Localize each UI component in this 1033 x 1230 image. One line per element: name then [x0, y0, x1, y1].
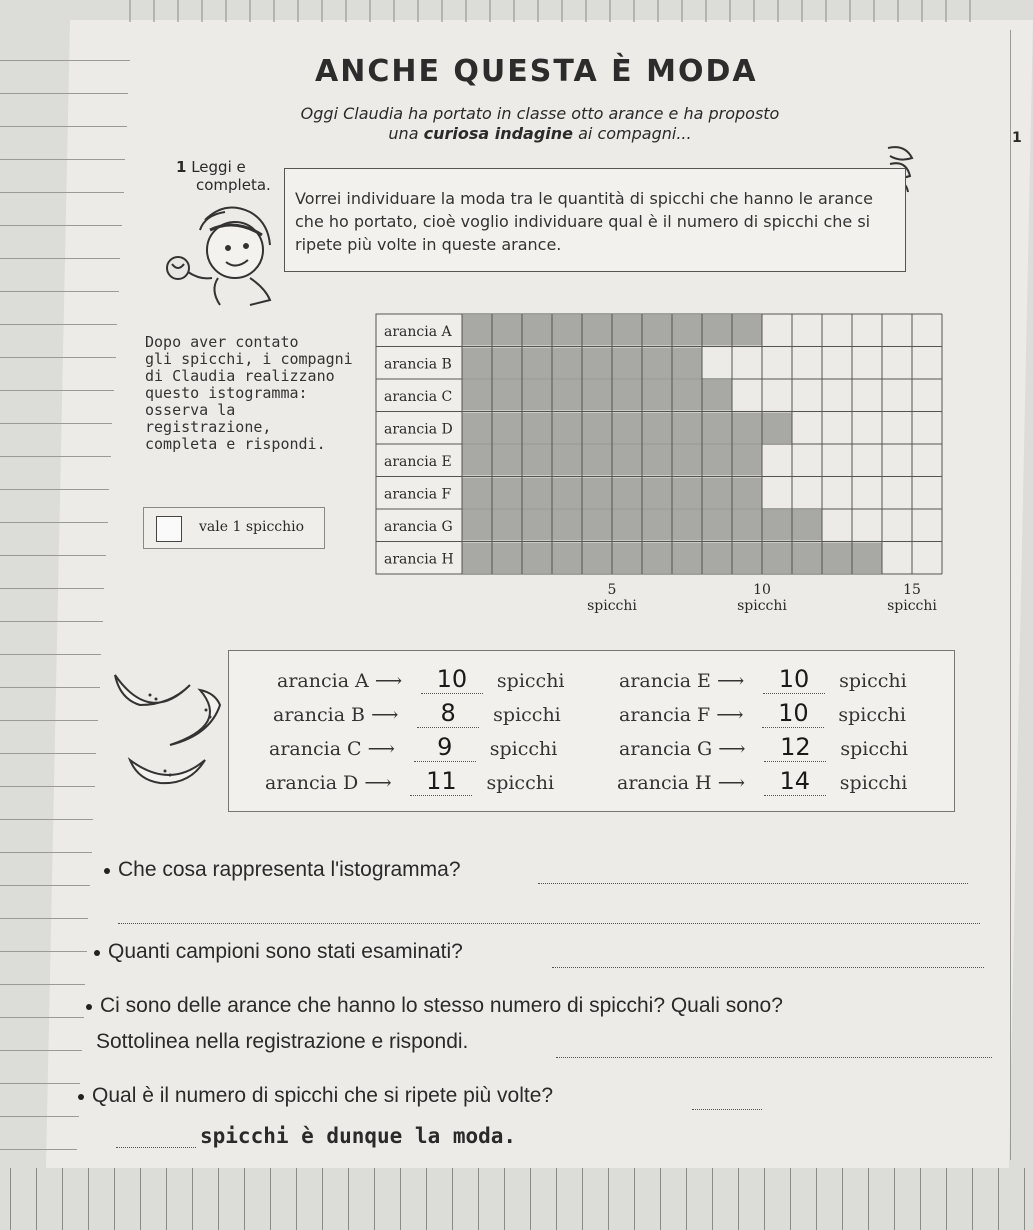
edge-tick — [894, 1168, 895, 1230]
page-title: ANCHE QUESTA È MODA — [315, 54, 758, 89]
edge-tick — [816, 1168, 817, 1230]
side-line: di Claudia realizzano — [145, 367, 335, 385]
edge-tick — [608, 1168, 609, 1230]
category-label: arancia F — [384, 486, 452, 503]
answer-unit: spicchi — [496, 670, 565, 692]
edge-tick — [634, 1168, 635, 1230]
histogram-bar — [462, 413, 792, 444]
margin-line — [0, 786, 95, 787]
edge-tick — [764, 1168, 765, 1230]
answer-row-d — [265, 767, 554, 796]
answer-value[interactable]: 11 — [410, 767, 472, 796]
margin-line — [0, 1083, 80, 1084]
bullet-icon — [78, 1094, 84, 1100]
edge-tick — [556, 1168, 557, 1230]
answer-value[interactable]: 10 — [762, 699, 824, 728]
speech-text: Vorrei individuare la moda tra le quantità di spicchi che hanno le arance che ho portato, cioè voglio individuare qual è il numero di spicchi che si ripete più volte in queste arance. — [295, 189, 873, 254]
answer-value[interactable]: 10 — [763, 665, 825, 694]
edge-tick — [88, 1168, 89, 1230]
margin-line — [0, 687, 100, 688]
margin-line — [0, 1149, 77, 1150]
intro-line-1: Oggi Claudia ha portato in classe otto arance e ha proposto — [300, 104, 780, 123]
edge-tick — [322, 1168, 323, 1230]
margin-line — [0, 720, 98, 721]
edge-tick — [582, 1168, 583, 1230]
edge-tick — [166, 1168, 167, 1230]
edge-tick — [270, 1168, 271, 1230]
category-label: arancia C — [384, 389, 453, 405]
edge-tick — [400, 1168, 401, 1230]
answer-label: arancia B — [273, 704, 366, 726]
notebook-top-edge — [0, 0, 1033, 22]
arrow-right-icon: ⟶ — [717, 772, 745, 794]
answer-value[interactable]: 14 — [764, 767, 826, 796]
edge-tick — [348, 1168, 349, 1230]
tick-unit-label: spicchi — [887, 598, 937, 614]
question-3: Ci sono delle arance che hanno lo stesso numero di spicchi? Quali sono? — [100, 994, 783, 1017]
edge-tick — [998, 1168, 999, 1230]
margin-line — [0, 951, 87, 952]
edge-tick — [868, 1168, 869, 1230]
notebook-bottom-edge — [0, 1168, 1033, 1230]
arrow-right-icon: ⟶ — [371, 704, 399, 726]
bullet-icon — [86, 1004, 92, 1010]
edge-tick — [504, 1168, 505, 1230]
margin-line — [0, 885, 90, 886]
bullet-icon — [94, 950, 100, 956]
answer-line-q3[interactable] — [556, 1056, 992, 1058]
edge-tick — [790, 1168, 791, 1230]
tick-label: 15 — [903, 582, 921, 598]
bullet-icon — [104, 868, 110, 874]
arrow-right-icon: ⟶ — [364, 772, 392, 794]
edge-tick — [660, 1168, 661, 1230]
margin-line — [0, 753, 96, 754]
exercise-instruction-l2: completa. — [196, 176, 271, 194]
answer-label: arancia C — [269, 738, 362, 760]
margin-line — [0, 1116, 79, 1117]
answer-label: arancia A — [277, 670, 369, 692]
margin-line — [0, 852, 92, 853]
edge-tick — [1024, 1168, 1025, 1230]
answer-line-q1-2[interactable] — [118, 922, 980, 924]
edge-tick — [426, 1168, 427, 1230]
margin-line — [0, 1050, 82, 1051]
margin-line — [0, 1017, 84, 1018]
side-line: gli spicchi, i compagni — [145, 350, 353, 368]
edge-tick — [218, 1168, 219, 1230]
answer-row-e — [619, 665, 907, 694]
page-number: 1 — [1012, 130, 1022, 146]
edge-tick — [530, 1168, 531, 1230]
edge-tick — [36, 1168, 37, 1230]
answer-row-c — [269, 733, 557, 762]
side-line: completa e rispondi. — [145, 435, 326, 453]
answer-row-b — [273, 699, 561, 728]
answer-unit: spicchi — [493, 704, 561, 726]
answer-value[interactable]: 9 — [414, 733, 476, 762]
answer-label: arancia E — [619, 670, 711, 692]
side-line: osserva la — [145, 401, 236, 419]
answer-line-moda[interactable] — [116, 1146, 196, 1148]
tick-unit-label: spicchi — [737, 598, 787, 614]
answer-value[interactable]: 12 — [764, 733, 826, 762]
edge-tick — [920, 1168, 921, 1230]
answer-value[interactable]: 10 — [421, 665, 483, 694]
margin-line — [0, 984, 85, 985]
answer-unit: spicchi — [486, 772, 555, 794]
edge-tick — [842, 1168, 843, 1230]
answer-line-q1[interactable] — [538, 882, 968, 884]
edge-tick — [712, 1168, 713, 1230]
arrow-right-icon: ⟶ — [716, 670, 745, 692]
edge-tick — [972, 1168, 973, 1230]
answer-unit: spicchi — [838, 704, 906, 726]
tick-label: 5 — [607, 582, 617, 598]
arrow-right-icon: ⟶ — [374, 670, 403, 692]
answer-value[interactable]: 8 — [417, 699, 479, 728]
intro-line-2-pre: una — [388, 124, 424, 143]
answer-label: arancia F — [619, 704, 711, 726]
tick-label: 10 — [753, 582, 771, 598]
answer-label: arancia G — [619, 738, 713, 760]
margin-line — [0, 654, 101, 655]
question-1: Che cosa rappresenta l'istogramma? — [118, 858, 461, 881]
edge-tick — [62, 1168, 63, 1230]
edge-tick — [192, 1168, 193, 1230]
answer-row-g — [619, 733, 908, 762]
answers-box — [228, 650, 955, 812]
edge-tick — [738, 1168, 739, 1230]
answer-unit: spicchi — [840, 738, 908, 760]
category-label: arancia D — [384, 421, 453, 438]
edge-tick — [140, 1168, 141, 1230]
answer-label: arancia D — [265, 772, 359, 794]
tick-unit-label: spicchi — [587, 598, 637, 614]
arrow-right-icon: ⟶ — [367, 738, 395, 760]
answer-label: arancia H — [617, 772, 712, 794]
question-3b: Sottolinea nella registrazione e rispondi. — [96, 1030, 469, 1053]
margin-line — [0, 819, 93, 820]
edge-tick — [114, 1168, 115, 1230]
answer-line-q4[interactable] — [692, 1108, 762, 1110]
question-2: Quanti campioni sono stati esaminati? — [108, 940, 463, 963]
legend-text: vale 1 spicchio — [199, 519, 305, 535]
edge-tick — [686, 1168, 687, 1230]
arrow-right-icon: ⟶ — [718, 738, 746, 760]
margin-line — [0, 918, 88, 919]
category-label: arancia A — [384, 324, 452, 340]
side-line: registrazione, — [145, 418, 272, 436]
side-line: Dopo aver contato — [145, 333, 299, 351]
edge-tick — [374, 1168, 375, 1230]
category-label: arancia H — [384, 551, 454, 568]
exercise-number: 1 — [176, 158, 187, 176]
intro-line-2-bold: curiosa indagine — [423, 124, 574, 143]
answer-row-f — [619, 699, 906, 728]
arrow-right-icon: ⟶ — [716, 704, 744, 726]
edge-tick — [296, 1168, 297, 1230]
answer-unit: spicchi — [489, 738, 558, 760]
edge-tick — [478, 1168, 479, 1230]
edge-tick — [244, 1168, 245, 1230]
category-label: arancia G — [384, 519, 453, 535]
side-line: questo istogramma: — [145, 384, 308, 402]
exercise-instruction-l1: Leggi e — [191, 158, 246, 176]
category-label: arancia E — [384, 454, 452, 470]
answer-row-h — [617, 767, 907, 796]
edge-tick — [946, 1168, 947, 1230]
edge-tick — [10, 1168, 11, 1230]
answer-unit: spicchi — [839, 772, 908, 794]
moda-statement: spicchi è dunque la moda. — [200, 1124, 517, 1148]
category-label: arancia B — [384, 356, 452, 373]
answer-unit: spicchi — [839, 670, 907, 692]
answer-row-a — [277, 665, 565, 694]
edge-tick — [452, 1168, 453, 1230]
histogram-bar — [462, 380, 732, 411]
answer-line-q2[interactable] — [552, 966, 984, 968]
question-4: Qual è il numero di spicchi che si ripete più volte? — [92, 1084, 554, 1107]
intro-line-2-post: ai compagni... — [573, 124, 692, 143]
